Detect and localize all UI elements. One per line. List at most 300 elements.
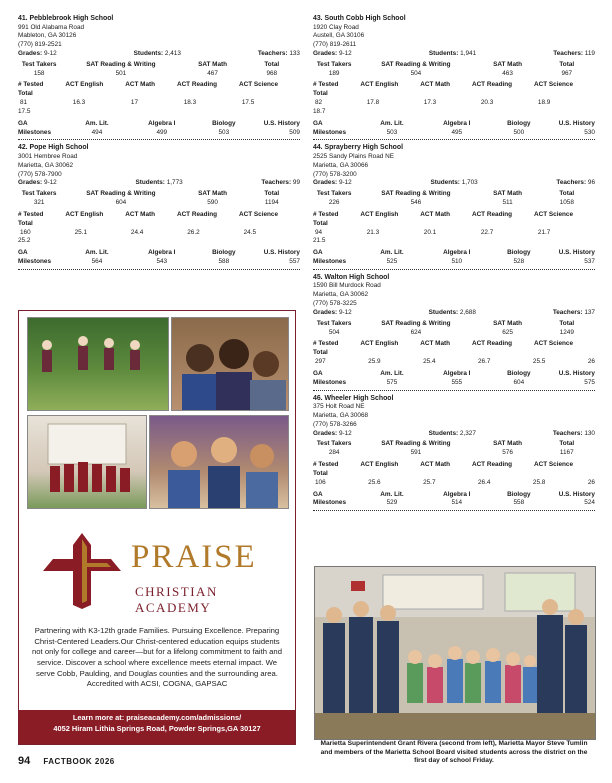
- act-value: 17.3: [423, 99, 437, 107]
- act-header-cell: ACT English: [65, 210, 104, 218]
- act-header-cell: ACT English: [65, 81, 104, 89]
- act-value: 25.6: [368, 478, 381, 486]
- act-header-cell: ACT Reading: [471, 81, 513, 89]
- students-smiling-photo: [171, 317, 289, 411]
- ga-value: 543: [156, 258, 168, 266]
- ga-label: GA: [18, 249, 28, 257]
- sat-value: 321: [33, 199, 45, 207]
- ga-header: Am. Lit.: [85, 249, 109, 257]
- act-value: 25.1: [74, 228, 88, 236]
- act-value: 17.8: [366, 99, 380, 107]
- school-entry: [18, 143, 300, 269]
- act-header-cell: ACT Math: [125, 210, 156, 218]
- school-address: 3001 Hembree Road: [18, 152, 78, 160]
- act-value: 20.3: [480, 99, 494, 107]
- divider: [18, 139, 300, 140]
- school-phone: (770) 578-3266: [313, 420, 357, 428]
- teachers-label: Teachers:: [261, 179, 292, 187]
- praise-cross-logo: [41, 531, 123, 609]
- act-header-cell: ACT Science: [533, 340, 574, 348]
- act-total-value: 26: [587, 358, 595, 366]
- sat-table: [313, 320, 595, 338]
- act-value: 25.4: [423, 358, 436, 366]
- act-value: 18.3: [183, 99, 197, 107]
- students-label: Students:: [428, 308, 459, 316]
- sat-header: Total: [559, 319, 575, 327]
- sat-header: SAT Reading & Writing: [381, 190, 451, 198]
- teachers-value: 99: [292, 179, 300, 187]
- school-city: Mableton, GA 30126: [18, 32, 77, 40]
- praise-brand-name: PRAISE: [131, 539, 257, 575]
- sat-value: 590: [207, 199, 218, 207]
- act-header-cell: # Tested: [313, 340, 339, 348]
- sat-value: 624: [410, 328, 422, 336]
- sat-header: SAT Math: [493, 440, 523, 448]
- page-number: 94: [18, 755, 31, 767]
- act-value: 81: [20, 99, 28, 107]
- kids-illustration: [150, 416, 288, 508]
- classroom-group-illustration: [315, 567, 595, 739]
- right-column: [313, 14, 595, 514]
- act-value: 24.4: [130, 228, 144, 236]
- teachers-label: Teachers:: [552, 308, 583, 316]
- ga-header: Biology: [212, 249, 236, 257]
- ga-value: 510: [451, 258, 463, 266]
- sat-value: 591: [410, 449, 422, 457]
- sat-header: SAT Math: [198, 60, 228, 68]
- sat-header: SAT Reading & Writing: [381, 60, 451, 68]
- act-header-cell: # Tested: [313, 81, 339, 89]
- ga-label: GA: [313, 249, 323, 257]
- students-value: 2,413: [164, 50, 181, 57]
- sat-value: 1058: [559, 199, 574, 207]
- act-header: [313, 211, 595, 220]
- students-value: 2,688: [459, 308, 476, 316]
- act-values: [313, 99, 595, 108]
- ga-header: Biology: [507, 249, 531, 257]
- ga-value: 537: [584, 258, 595, 266]
- act-values: [313, 229, 595, 238]
- sat-table: [313, 190, 595, 208]
- ga-label: Milestones: [313, 499, 347, 507]
- ga-value: 503: [218, 128, 230, 136]
- act-value: 18.9: [537, 99, 551, 107]
- ga-value: 575: [386, 378, 398, 386]
- sat-header: Test Takers: [316, 190, 352, 198]
- ga-value: 495: [451, 128, 463, 136]
- act-header-cell: ACT Reading: [471, 461, 513, 469]
- sat-header: Total: [264, 190, 280, 198]
- sat-header: SAT Reading & Writing: [86, 190, 156, 198]
- students-value: 1,941: [460, 50, 477, 57]
- ad-footer: [19, 710, 295, 744]
- ga-header: Am. Lit.: [380, 369, 404, 377]
- act-value: 16.3: [72, 99, 86, 107]
- act-values: [313, 358, 595, 367]
- photo-caption: Marietta Superintendent Grant Rivera (second from left), Marietta Mayor Steve Tumlin and members of the Marietta School Board visited students across the district on the first day of school Friday.: [320, 740, 588, 765]
- sat-value: 158: [33, 69, 45, 77]
- act-header-cell: ACT English: [360, 461, 399, 469]
- act-header-cell: ACT Reading: [471, 210, 513, 218]
- ga-header: U.S. History: [558, 119, 595, 127]
- ga-header: U.S. History: [558, 490, 595, 498]
- act-header-cell: # Tested: [313, 210, 339, 218]
- act-header-cell: ACT Math: [420, 210, 451, 218]
- students-illustration: [172, 318, 288, 410]
- ad-address: 4052 Hiram Lithia Springs Road, Powder Springs,GA 30127: [53, 723, 261, 733]
- act-header: [313, 340, 595, 349]
- sat-header: Test Takers: [316, 319, 352, 327]
- teachers-label: Teachers:: [553, 50, 584, 57]
- ga-label: Milestones: [18, 128, 52, 136]
- grades-label: Grades:: [313, 429, 338, 437]
- act-value: 26.2: [187, 228, 200, 236]
- act-header-cell: ACT Science: [533, 210, 574, 218]
- graduation-photo: [27, 415, 147, 509]
- teachers-value: 137: [584, 308, 595, 316]
- sat-header: SAT Reading & Writing: [381, 319, 451, 327]
- ga-header: Algebra I: [443, 249, 471, 257]
- act-header: [313, 461, 595, 470]
- praise-academy-ad: [18, 310, 296, 745]
- grades-label: Grades:: [18, 50, 43, 57]
- act-total-value: 25.2: [18, 237, 31, 245]
- act-value: 20.1: [423, 228, 437, 236]
- ad-body-text: Partnering with K3-12th grade Families. Pursuing Excellence. Preparing Christ-Centered Leaders.Our Christ-centered education equips students not only for college and career—but for a lifelong commitment to faith and service. Discover a school where excellence meets eternal impact. We serve Cobb, Paulding, and Douglas counties and the surrounding area. Accredited with ACSI, COGNA, GAPSAC: [32, 626, 282, 689]
- sat-value: 625: [502, 328, 513, 336]
- act-value: 25.9: [368, 358, 381, 366]
- school-name: 42. Pope High School: [18, 144, 89, 152]
- ga-value: 524: [584, 499, 595, 507]
- students-label: Students:: [133, 50, 164, 57]
- act-values: [18, 229, 300, 238]
- school-city: Marietta, GA 30068: [313, 411, 369, 419]
- students-value: 2,327: [459, 429, 476, 437]
- act-value: 94: [315, 228, 323, 236]
- sat-header: Total: [559, 440, 575, 448]
- school-name: 44. Sprayberry High School: [313, 144, 403, 152]
- ga-value: 514: [451, 499, 463, 507]
- act-value: 25.8: [532, 478, 546, 486]
- sat-table: [18, 190, 300, 208]
- ga-header: U.S. History: [263, 249, 300, 257]
- school-address: 1590 Bill Murdock Road: [313, 282, 381, 290]
- sat-header: Total: [559, 60, 575, 68]
- act-value: 160: [20, 228, 31, 236]
- sat-table: [18, 61, 300, 79]
- act-total-label: Total: [313, 349, 328, 357]
- ga-value: 558: [513, 499, 525, 507]
- classroom-kids-photo: [149, 415, 289, 509]
- sat-value: 463: [502, 69, 513, 77]
- page-title: FACTBOOK 2026: [43, 757, 115, 766]
- sat-header: SAT Math: [493, 60, 523, 68]
- ga-header: Biology: [212, 119, 236, 127]
- school-entry: [313, 143, 595, 269]
- sat-value: 511: [502, 199, 513, 207]
- act-total-value: 18.7: [313, 107, 326, 115]
- ga-value: 588: [218, 258, 230, 266]
- teachers-value: 130: [584, 429, 595, 437]
- students-value: 1,703: [461, 179, 478, 187]
- page-footer: [18, 755, 115, 767]
- act-header-cell: ACT Reading: [471, 340, 513, 348]
- ga-header: Am. Lit.: [380, 249, 404, 257]
- students-label: Students:: [428, 50, 459, 57]
- act-header-cell: ACT English: [360, 340, 399, 348]
- ga-milestones-table: [18, 120, 300, 138]
- ga-label: GA: [313, 369, 323, 377]
- divider: [313, 510, 595, 511]
- act-header-cell: ACT Math: [420, 340, 451, 348]
- school-city: Marietta, GA 30062: [18, 161, 74, 169]
- left-column: [18, 14, 300, 273]
- ga-header: Am. Lit.: [380, 119, 404, 127]
- sat-header: SAT Reading & Writing: [86, 60, 156, 68]
- ga-header: Biology: [507, 369, 531, 377]
- ga-milestones-table: [313, 370, 595, 388]
- act-header-cell: # Tested: [313, 461, 339, 469]
- school-name: 45. Walton High School: [313, 273, 390, 281]
- sat-value: 604: [115, 199, 127, 207]
- sat-value: 1194: [264, 199, 279, 207]
- ga-header: Biology: [507, 490, 531, 498]
- sat-header: SAT Math: [493, 190, 523, 198]
- act-header-cell: ACT English: [360, 81, 399, 89]
- act-value: 24.5: [243, 228, 257, 236]
- act-values: [18, 99, 300, 108]
- divider: [313, 269, 595, 270]
- ga-header: Algebra I: [148, 119, 176, 127]
- school-phone: (770) 819-2521: [18, 41, 62, 49]
- ga-milestones-table: [18, 249, 300, 267]
- sat-value: 504: [410, 69, 422, 77]
- act-header: [18, 211, 300, 220]
- ga-value: 564: [91, 258, 103, 266]
- teachers-value: 96: [587, 179, 595, 187]
- act-header-cell: ACT Math: [420, 461, 451, 469]
- school-phone: (770) 578-7900: [18, 170, 62, 178]
- act-value: 17: [130, 99, 139, 107]
- teachers-label: Teachers:: [552, 429, 583, 437]
- sat-header: SAT Reading & Writing: [381, 440, 451, 448]
- ga-value: 503: [386, 128, 398, 136]
- sat-header: Total: [264, 60, 280, 68]
- sat-value: 1167: [559, 449, 574, 457]
- school-city: Austell, GA 30106: [313, 32, 365, 40]
- act-header-cell: # Tested: [18, 210, 44, 218]
- soccer-players-illustration: [28, 318, 168, 410]
- sat-value: 546: [410, 199, 422, 207]
- ga-header: Biology: [507, 119, 531, 127]
- school-name: 41. Pebblebrook High School: [18, 15, 114, 22]
- ga-value: 529: [386, 499, 398, 507]
- ga-value: 555: [451, 378, 463, 386]
- act-header-cell: ACT Math: [125, 81, 156, 89]
- act-header-cell: ACT Reading: [176, 210, 218, 218]
- divider: [313, 390, 595, 391]
- ga-milestones-table: [313, 120, 595, 138]
- act-value: 297: [315, 358, 326, 366]
- ga-header: U.S. History: [558, 249, 595, 257]
- act-header-cell: ACT Math: [420, 81, 451, 89]
- act-header: [313, 81, 595, 90]
- ga-header: U.S. History: [558, 369, 595, 377]
- act-value: 21.7: [537, 228, 551, 236]
- ga-value: 530: [584, 128, 595, 136]
- ga-label: GA: [18, 119, 28, 127]
- teachers-label: Teachers:: [556, 179, 587, 187]
- teachers-label: Teachers:: [257, 50, 288, 57]
- school-phone: (770) 578-3225: [313, 300, 357, 308]
- act-header-cell: # Tested: [18, 81, 44, 89]
- act-header-cell: ACT English: [360, 210, 399, 218]
- students-value: 1,773: [166, 179, 183, 187]
- ga-header: Algebra I: [443, 369, 471, 377]
- act-value: 22.7: [480, 228, 494, 236]
- ga-label: Milestones: [18, 258, 52, 266]
- sat-header: SAT Math: [493, 319, 523, 327]
- ga-label: GA: [313, 490, 323, 498]
- ga-value: 494: [91, 128, 103, 136]
- act-total-label: Total: [313, 90, 328, 98]
- ga-value: 499: [156, 128, 168, 136]
- act-value: 25.5: [532, 358, 546, 366]
- act-header-cell: ACT Reading: [176, 81, 218, 89]
- sat-value: 226: [328, 199, 340, 207]
- act-header-cell: ACT Science: [238, 210, 279, 218]
- act-total-label: Total: [18, 90, 33, 98]
- sat-value: 284: [328, 449, 340, 457]
- sat-value: 967: [561, 69, 573, 77]
- act-value: 26.4: [477, 478, 491, 486]
- ga-header: U.S. History: [263, 119, 300, 127]
- divider: [313, 139, 595, 140]
- grades-value: 9-12: [338, 179, 352, 187]
- sat-header: SAT Math: [198, 190, 228, 198]
- teachers-value: 119: [584, 50, 595, 57]
- students-label: Students:: [428, 429, 459, 437]
- act-value: 21.3: [366, 228, 380, 236]
- ad-learn-more-link[interactable]: Learn more at: praiseacademy.com/admissions/: [72, 713, 242, 722]
- ga-value: 509: [289, 128, 300, 136]
- school-address: 1920 Clay Road: [313, 23, 359, 31]
- grades-label: Grades:: [313, 50, 338, 57]
- ga-header: Am. Lit.: [380, 490, 404, 498]
- act-total-label: Total: [313, 469, 328, 477]
- ga-value: 604: [513, 378, 525, 386]
- school-address: 991 Old Alabama Road: [18, 23, 85, 31]
- grades-value: 9-12: [338, 308, 352, 316]
- act-total-label: Total: [313, 219, 328, 227]
- ga-header: Algebra I: [443, 490, 471, 498]
- act-values: [313, 479, 595, 488]
- ga-milestones-table: [313, 491, 595, 509]
- ga-value: 528: [513, 258, 525, 266]
- act-total-value: 21.5: [313, 237, 326, 245]
- ga-label: Milestones: [313, 258, 347, 266]
- ga-value: 575: [584, 378, 595, 386]
- school-entry: [18, 14, 300, 140]
- act-total-value: 26: [587, 478, 595, 486]
- act-value: 82: [315, 99, 323, 107]
- act-header-cell: ACT Science: [238, 81, 279, 89]
- school-address: 375 Holt Road NE: [313, 403, 365, 411]
- sat-value: 189: [328, 69, 340, 77]
- ga-label: Milestones: [313, 378, 347, 386]
- teachers-value: 133: [289, 50, 300, 57]
- act-value: 17.5: [241, 99, 255, 107]
- sat-header: Test Takers: [316, 440, 352, 448]
- school-entry: [313, 273, 595, 391]
- school-address: 2525 Sandy Plains Road NE: [313, 152, 395, 160]
- school-phone: (770) 819-2611: [313, 41, 357, 49]
- sat-value: 1249: [559, 328, 574, 336]
- sat-value: 968: [266, 69, 278, 77]
- sat-header: Test Takers: [21, 190, 57, 198]
- ga-value: 500: [513, 128, 525, 136]
- sat-value: 467: [207, 69, 218, 77]
- ga-value: 525: [386, 258, 398, 266]
- sat-value: 576: [502, 449, 513, 457]
- sat-header: Test Takers: [21, 60, 57, 68]
- sat-header: Test Takers: [316, 60, 352, 68]
- act-value: 25.7: [423, 478, 436, 486]
- act-total-value: 17.5: [18, 107, 31, 115]
- superintendent-visit-photo: [314, 566, 596, 740]
- grades-label: Grades:: [313, 308, 338, 316]
- grades-value: 9-12: [338, 50, 352, 57]
- act-header-cell: ACT Science: [533, 81, 574, 89]
- praise-brand-subtitle: CHRISTIAN ACADEMY: [135, 584, 218, 615]
- grades-label: Grades:: [313, 179, 338, 187]
- sat-header: Total: [559, 190, 575, 198]
- students-label: Students:: [430, 179, 460, 187]
- grades-value: 9-12: [43, 50, 57, 57]
- students-label: Students:: [135, 179, 165, 187]
- grades-label: Grades:: [18, 179, 43, 187]
- act-value: 26.7: [477, 358, 491, 366]
- sat-value: 504: [328, 328, 340, 336]
- act-header-cell: ACT Science: [533, 461, 574, 469]
- ga-header: Algebra I: [443, 119, 471, 127]
- school-entry: [313, 14, 595, 140]
- ga-label: GA: [313, 119, 323, 127]
- ga-milestones-table: [313, 249, 595, 267]
- ga-header: Am. Lit.: [85, 119, 109, 127]
- soccer-photo: [27, 317, 169, 411]
- school-phone: (770) 578-3200: [313, 170, 357, 178]
- school-city: Marietta, GA 30066: [313, 161, 369, 169]
- ga-value: 557: [289, 258, 300, 266]
- ga-label: Milestones: [313, 128, 347, 136]
- school-entry: [313, 394, 595, 512]
- grades-value: 9-12: [43, 179, 57, 187]
- sat-table: [313, 440, 595, 458]
- grades-value: 9-12: [338, 429, 352, 437]
- act-total-label: Total: [18, 219, 33, 227]
- sat-value: 501: [115, 69, 127, 77]
- graduates-illustration: [28, 416, 146, 508]
- school-name: 46. Wheeler High School: [313, 394, 394, 402]
- act-value: 106: [315, 478, 326, 486]
- divider: [18, 269, 300, 270]
- sat-table: [313, 61, 595, 79]
- school-city: Marietta, GA 30062: [313, 291, 369, 299]
- act-header: [18, 81, 300, 90]
- school-name: 43. South Cobb High School: [313, 15, 406, 22]
- ga-header: Algebra I: [148, 249, 176, 257]
